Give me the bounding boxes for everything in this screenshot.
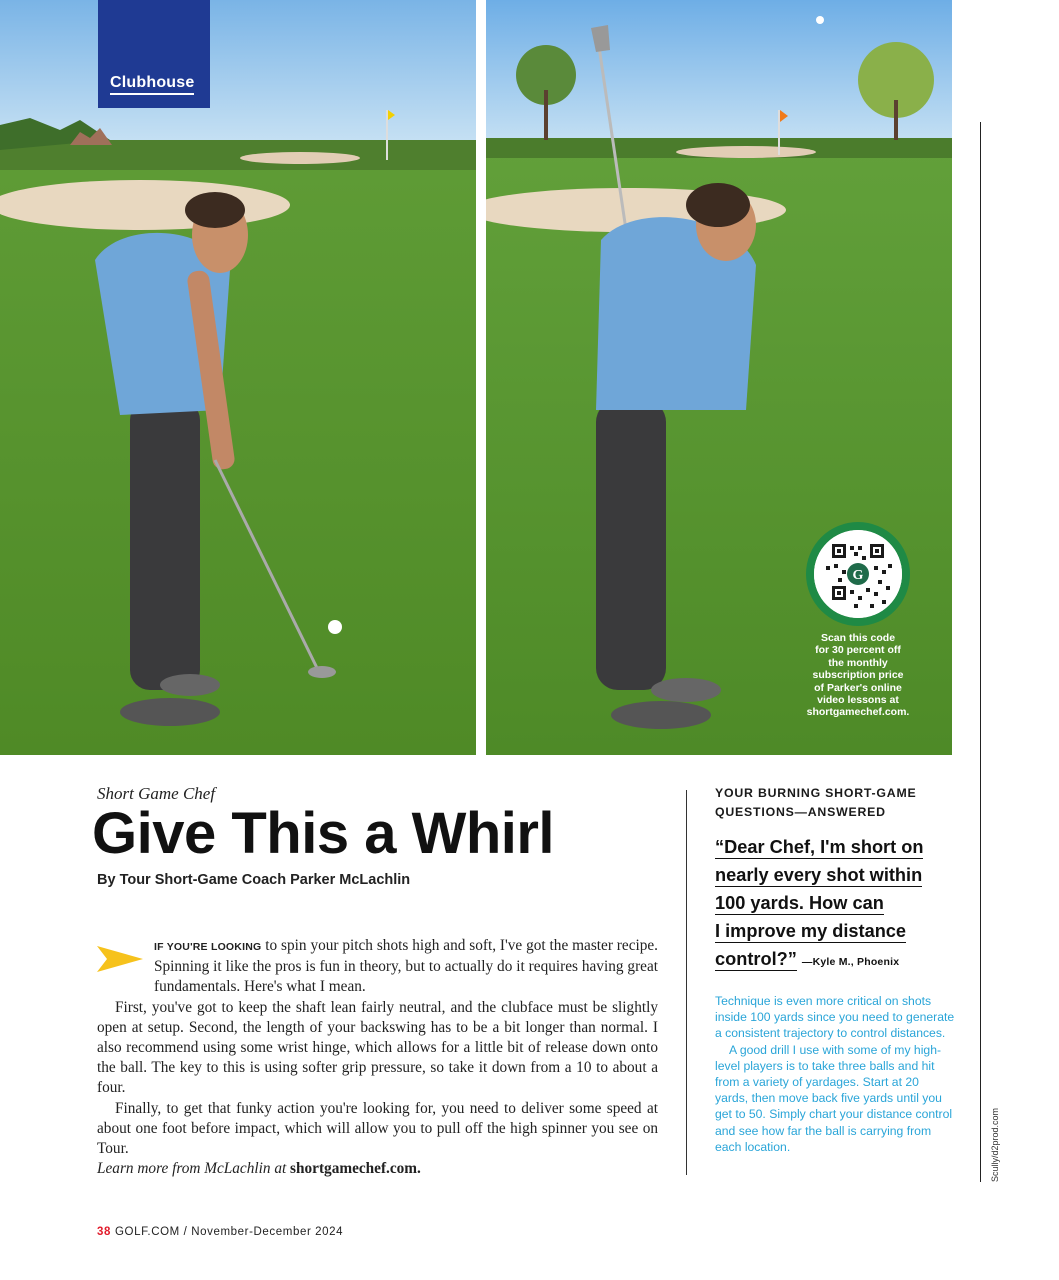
headline: Give This a Whirl bbox=[92, 801, 555, 866]
qr-caption-line: Scan this code bbox=[820, 632, 896, 644]
folio-text: GOLF.COM / November-December 2024 bbox=[115, 1226, 344, 1238]
qr-caption-line: video lessons at bbox=[817, 694, 899, 707]
photo-credit: Scully/d2prod.com bbox=[990, 1107, 1000, 1182]
paragraph: Finally, to get that funky action you're looking for, you need to deliver some speed at about one foot before impact, which will allow you to pull off the high spinner you see on Tour. bbox=[97, 1099, 658, 1158]
qr-caption-line: subscription price bbox=[812, 669, 904, 682]
answer-paragraph: A good drill I use with some of my high-level players is to take three balls and hit from a variety of yardages. Start at 20 yards, then move back five yards until you get to 50. Simply chart your distance control and see how far the ball is carrying from each location. bbox=[715, 1042, 953, 1154]
qr-code[interactable] bbox=[806, 522, 910, 626]
column-divider bbox=[686, 790, 687, 1175]
sidebar-qa bbox=[715, 784, 955, 1155]
paragraph bbox=[97, 936, 658, 998]
reader-question bbox=[715, 834, 955, 975]
learn-more bbox=[97, 1159, 658, 1179]
qr-center-letter: G bbox=[852, 568, 864, 583]
photo-gutter bbox=[476, 0, 486, 755]
column-kicker: Short Game Chef bbox=[97, 784, 216, 803]
lead-in: IF YOU'RE LOOKING bbox=[154, 941, 262, 953]
learn-more-link[interactable]: shortgamechef.com. bbox=[290, 1160, 421, 1178]
qr-pattern-icon bbox=[814, 530, 902, 618]
page-folio bbox=[97, 1226, 343, 1238]
photo-address-position bbox=[0, 0, 476, 755]
question-line: I improve my distance bbox=[715, 921, 907, 941]
qr-caption-line: the monthly bbox=[828, 656, 888, 669]
question-attribution: —Kyle M., Phoenix bbox=[801, 956, 900, 968]
qr-caption-line: of Parker's online bbox=[814, 681, 902, 694]
question-line: 100 yards. How can bbox=[715, 893, 884, 913]
answer-paragraph: Technique is even more critical on shots inside 100 yards since you need to generate a consistent trajectory to control distances. bbox=[715, 994, 955, 1041]
qr-caption bbox=[790, 632, 926, 719]
section-tab-label: Clubhouse bbox=[110, 74, 194, 95]
question-line: “Dear Chef, I'm short on bbox=[715, 837, 924, 857]
question-line: nearly every shot within bbox=[715, 865, 923, 885]
paragraph-text: to spin your pitch shots high and soft, I've got the master recipe. Spinning it like the pros is fun in theory, but to actually do it requires having great fundamentals. Here's what I mean. bbox=[154, 937, 658, 996]
question-line: control?” bbox=[715, 949, 797, 969]
qr-caption-line: for 30 percent off bbox=[815, 644, 901, 657]
page-number: 38 bbox=[97, 1226, 111, 1238]
sidebar-heading: YOUR BURNING SHORT-GAME QUESTIONS—ANSWERED bbox=[715, 786, 917, 819]
margin-rule bbox=[980, 122, 981, 1182]
chef-answer bbox=[715, 993, 955, 1155]
byline: By Tour Short-Game Coach Parker McLachlin bbox=[97, 872, 411, 888]
qr-caption-line[interactable]: shortgamechef.com. bbox=[806, 706, 910, 719]
section-tab bbox=[98, 0, 210, 108]
learn-more-text: Learn more from McLachlin at bbox=[97, 1160, 291, 1178]
paragraph: First, you've got to keep the shaft lean fairly neutral, and the clubface must be slightly open at setup. Second, the length of your backswing has to be a bit longer than normal. I also recommend using some wrist hinge, which allows for a little bit of release down onto the ball. The key to this is using softer grip pressure, so take it down from a 10 to about a four. bbox=[97, 998, 658, 1097]
article-body bbox=[97, 936, 658, 1179]
